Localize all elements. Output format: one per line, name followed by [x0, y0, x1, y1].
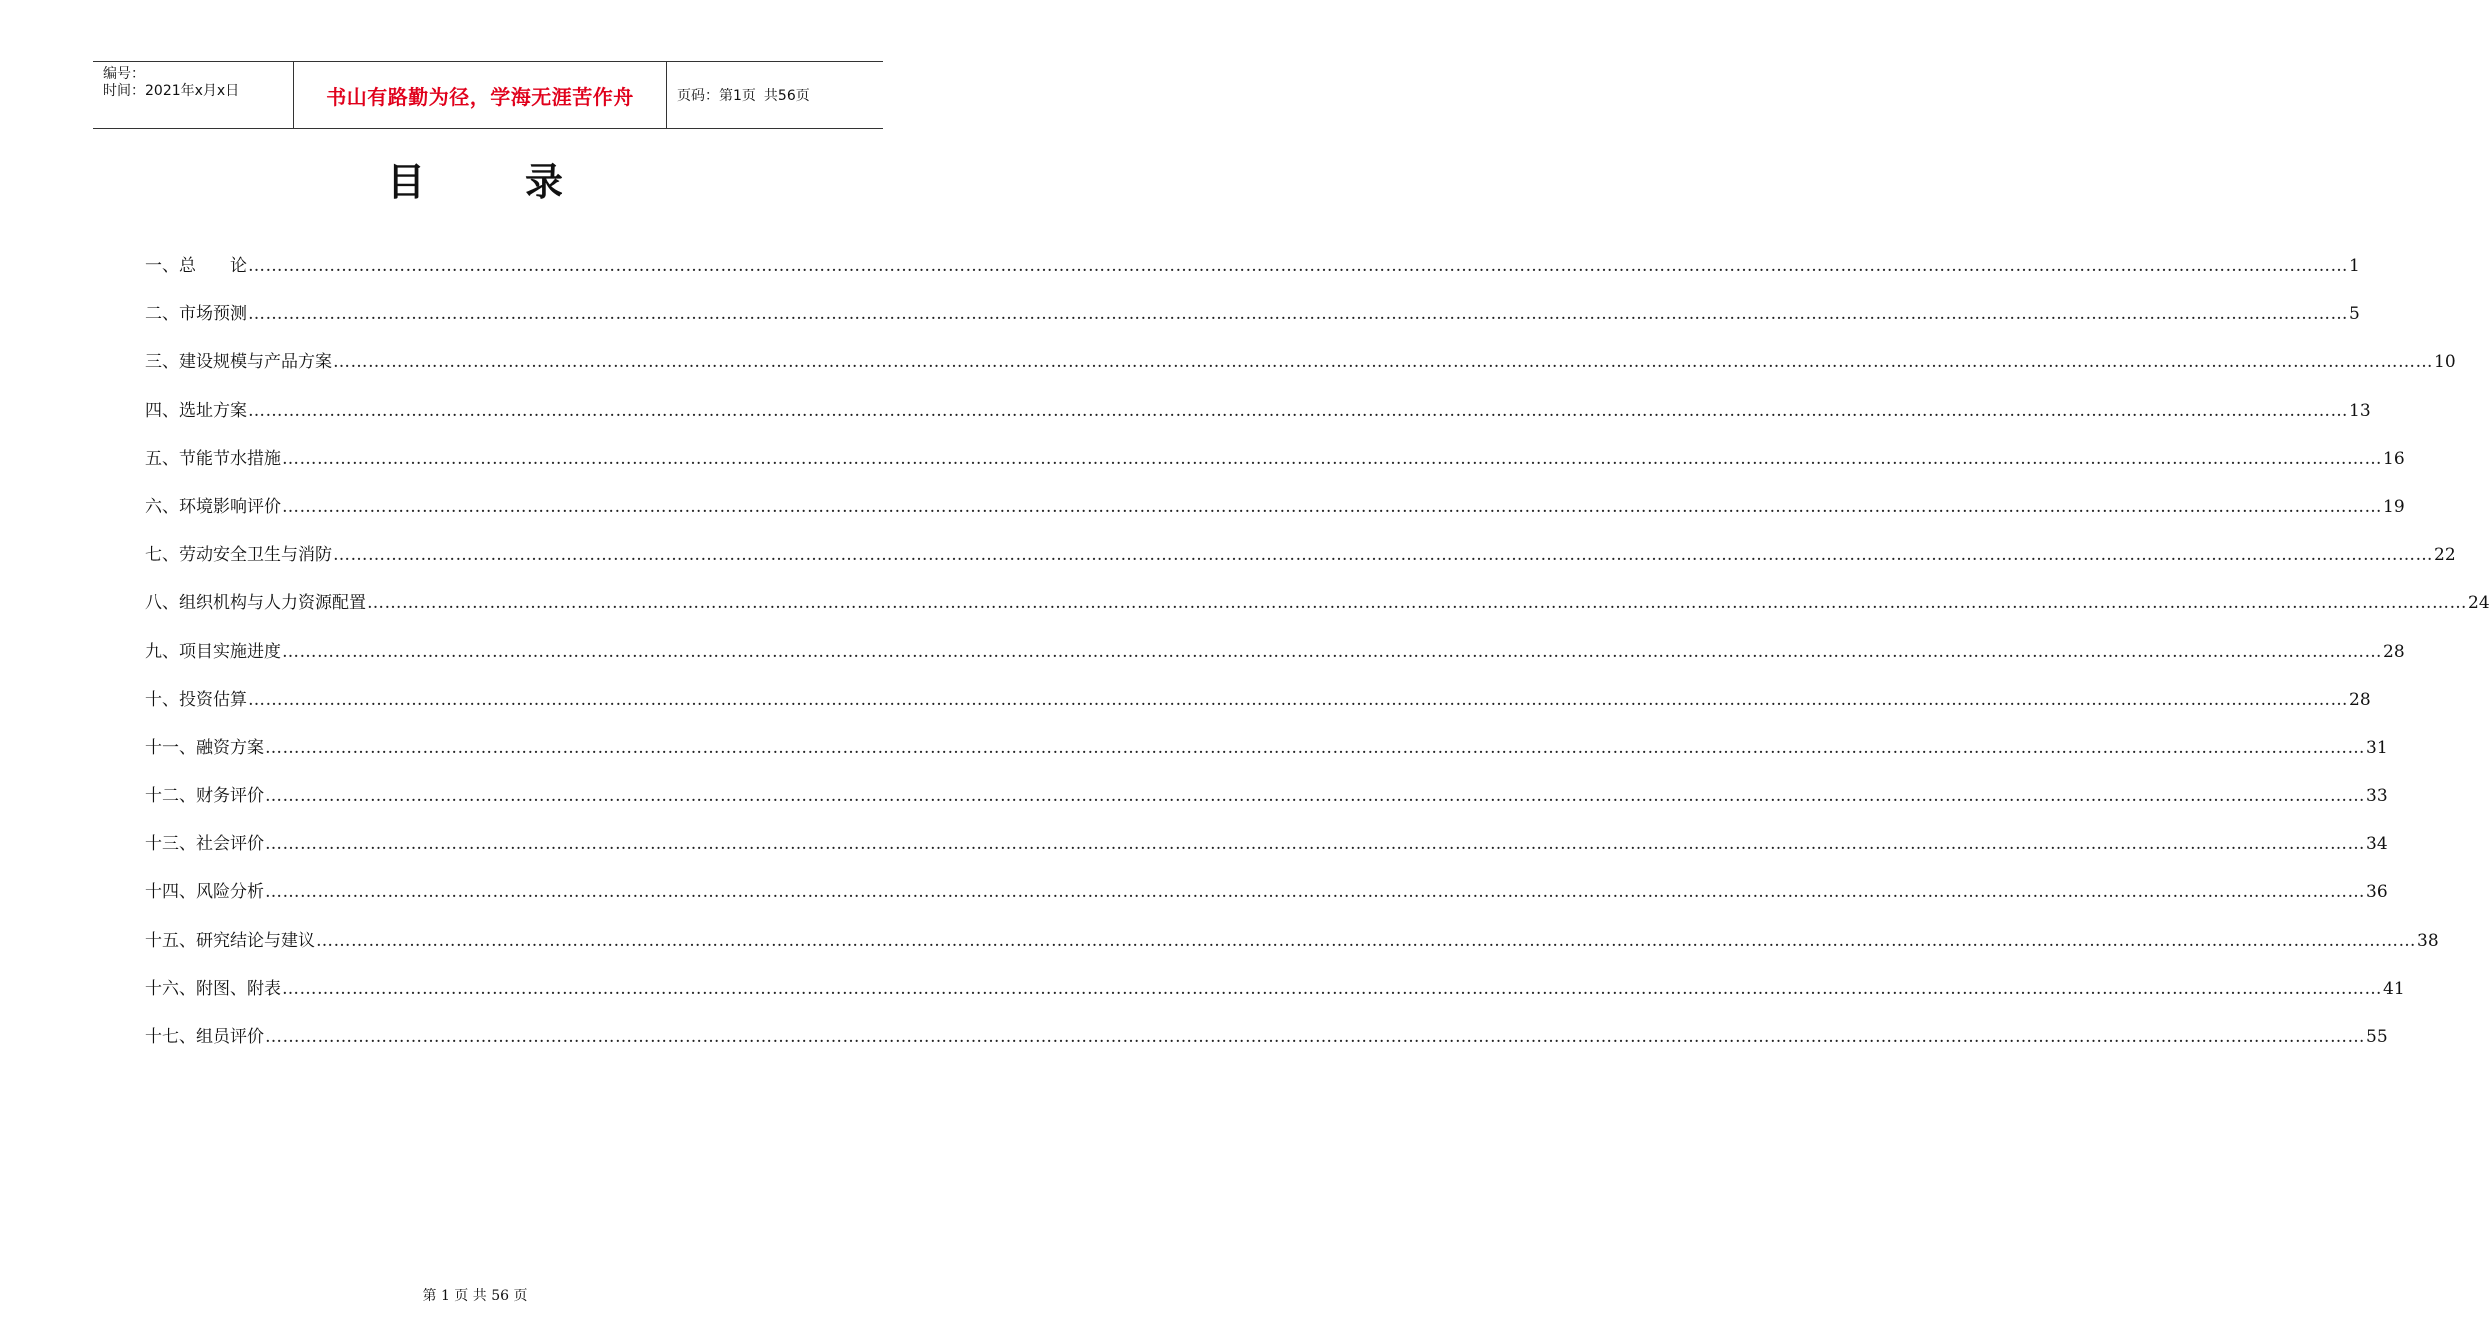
- toc-entry-page: 36: [2366, 882, 2388, 903]
- toc-leader-dots: ………………………………………………………………………………………………………………………………………………………………………………………………………………………………………………………………………………………………………………………………: [248, 400, 2348, 421]
- toc-entry[interactable]: [145, 634, 2405, 682]
- toc-entry-page: 55: [2366, 1027, 2388, 1047]
- header-motto: 书山有路勤为径，学海无涯苦作舟: [326, 84, 634, 109]
- toc-entry-page: 19: [2383, 496, 2405, 517]
- toc-entry-label: 四、选址方案: [145, 400, 247, 421]
- toc-entry-label: 五、节能节水措施: [145, 448, 281, 469]
- document-time-label: 时间：2021年x月x日: [103, 83, 240, 99]
- toc-entry-label: 一、总 论: [145, 256, 247, 276]
- toc-leader-dots: ………………………………………………………………………………………………………………………………………………………………………………………………………………………………………………………………………………………………………………………………: [248, 256, 2348, 276]
- toc-entry-label: 七、劳动安全卫生与消防: [145, 545, 332, 566]
- toc-leader-dots: ………………………………………………………………………………………………………………………………………………………………………………………………………………………………………………………………………………………………………………………………: [248, 304, 2348, 325]
- toc-leader-dots: ………………………………………………………………………………………………………………………………………………………………………………………………………………………………………………………………………………………………………………………………: [282, 496, 2382, 517]
- header-page-info: [667, 62, 883, 128]
- toc-entry[interactable]: [145, 874, 2388, 922]
- page-header: [93, 61, 883, 129]
- toc-entry-label: 十三、社会评价: [145, 834, 264, 855]
- toc-leader-dots: ………………………………………………………………………………………………………………………………………………………………………………………………………………………………………………………………………………………………………………………………: [282, 641, 2382, 662]
- toc-entry[interactable]: [145, 826, 2388, 874]
- toc-leader-dots: ………………………………………………………………………………………………………………………………………………………………………………………………………………………………………………………………………………………………………………………………: [248, 689, 2348, 710]
- toc-entry-page: 5: [2349, 304, 2360, 325]
- toc-entry-page: 16: [2383, 448, 2405, 469]
- header-page-number: 页码：第1页: [677, 88, 756, 104]
- toc-entry-page: 10: [2434, 352, 2456, 373]
- toc-entry-page: 24: [2468, 593, 2490, 614]
- toc-leader-dots: ………………………………………………………………………………………………………………………………………………………………………………………………………………………………………………………………………………………………………………………………: [265, 737, 2365, 758]
- toc-entry-label: 十五、研究结论与建议: [145, 930, 315, 951]
- toc-entry-page: 13: [2349, 400, 2371, 421]
- header-meta: [93, 62, 294, 128]
- toc-leader-dots: ………………………………………………………………………………………………………………………………………………………………………………………………………………………………………………………………………………………………………………………………: [265, 882, 2365, 903]
- toc-title-char-2: 录: [525, 160, 564, 204]
- toc-entry-label: 二、市场预测: [145, 304, 247, 325]
- toc-entry-page: 38: [2417, 930, 2439, 951]
- toc-entry-label: 三、建设规模与产品方案: [145, 352, 332, 373]
- toc-entry-page: 1: [2349, 256, 2360, 276]
- toc-entry[interactable]: [145, 296, 2360, 344]
- toc-title-char-1: 目: [386, 160, 425, 204]
- toc-entry[interactable]: [145, 1019, 2388, 1067]
- toc-entry-page: 31: [2366, 737, 2388, 758]
- header-page-total: 共56页: [763, 88, 810, 104]
- toc-entry-label: 六、环境影响评价: [145, 496, 281, 517]
- toc-entry[interactable]: [145, 248, 2360, 296]
- table-of-contents: [145, 248, 2490, 1067]
- toc-entry-page: 33: [2366, 786, 2388, 807]
- toc-entry[interactable]: [145, 585, 2490, 633]
- toc-entry-page: 28: [2349, 689, 2371, 710]
- toc-leader-dots: ………………………………………………………………………………………………………………………………………………………………………………………………………………………………………………………………………………………………………………………………: [333, 545, 2433, 566]
- toc-entry[interactable]: [145, 923, 2439, 971]
- toc-entry-label: 十、投资估算: [145, 689, 247, 710]
- toc-entry-page: 28: [2383, 641, 2405, 662]
- toc-entry[interactable]: [145, 971, 2405, 1019]
- toc-entry-label: 十一、融资方案: [145, 737, 264, 758]
- toc-leader-dots: ………………………………………………………………………………………………………………………………………………………………………………………………………………………………………………………………………………………………………………………………: [316, 930, 2416, 951]
- toc-entry-label: 十六、附图、附表: [145, 978, 281, 999]
- toc-entry[interactable]: [145, 393, 2371, 441]
- toc-leader-dots: ………………………………………………………………………………………………………………………………………………………………………………………………………………………………………………………………………………………………………………………………: [265, 1027, 2365, 1047]
- toc-entry-page: 22: [2434, 545, 2456, 566]
- toc-entry-label: 十二、财务评价: [145, 786, 264, 807]
- page-footer: 第 1 页 共 56 页: [422, 1288, 528, 1304]
- header-motto-cell: [294, 62, 667, 128]
- toc-entry[interactable]: [145, 682, 2371, 730]
- toc-title: [0, 157, 950, 207]
- toc-leader-dots: ………………………………………………………………………………………………………………………………………………………………………………………………………………………………………………………………………………………………………………………………: [282, 978, 2382, 999]
- toc-leader-dots: ………………………………………………………………………………………………………………………………………………………………………………………………………………………………………………………………………………………………………………………………: [282, 448, 2382, 469]
- toc-entry-label: 九、项目实施进度: [145, 641, 281, 662]
- document-number-label: 编号：: [103, 66, 145, 82]
- toc-entry[interactable]: [145, 344, 2456, 392]
- toc-entry-label: 十四、风险分析: [145, 882, 264, 903]
- toc-entry[interactable]: [145, 778, 2388, 826]
- toc-entry[interactable]: [145, 537, 2456, 585]
- toc-entry[interactable]: [145, 441, 2405, 489]
- toc-entry-page: 41: [2383, 978, 2405, 999]
- toc-leader-dots: ………………………………………………………………………………………………………………………………………………………………………………………………………………………………………………………………………………………………………………………………: [367, 593, 2467, 614]
- toc-entry[interactable]: [145, 730, 2388, 778]
- toc-leader-dots: ………………………………………………………………………………………………………………………………………………………………………………………………………………………………………………………………………………………………………………………………: [265, 834, 2365, 855]
- toc-entry[interactable]: [145, 489, 2405, 537]
- toc-entry-page: 34: [2366, 834, 2388, 855]
- toc-leader-dots: ………………………………………………………………………………………………………………………………………………………………………………………………………………………………………………………………………………………………………………………………: [265, 786, 2365, 807]
- toc-entry-label: 八、组织机构与人力资源配置: [145, 593, 366, 614]
- toc-entry-label: 十七、组员评价: [145, 1027, 264, 1047]
- toc-leader-dots: ………………………………………………………………………………………………………………………………………………………………………………………………………………………………………………………………………………………………………………………………: [333, 352, 2433, 373]
